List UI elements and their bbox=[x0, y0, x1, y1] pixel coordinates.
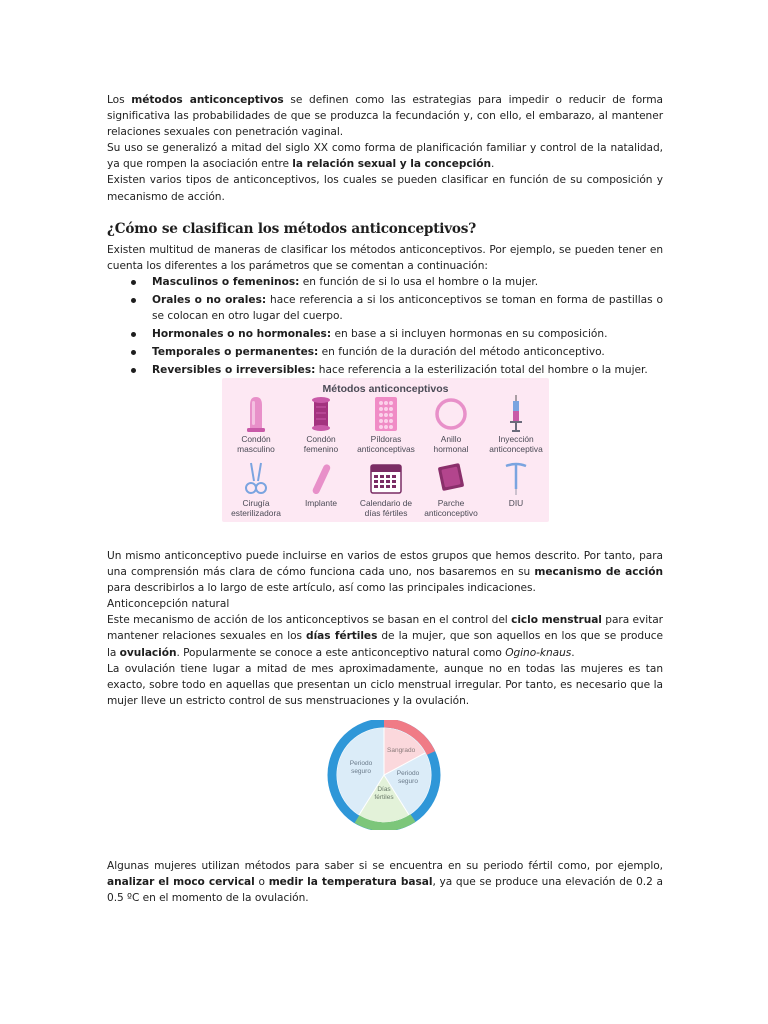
pills-icon bbox=[371, 395, 401, 433]
method-patch: Parche anticonceptivo bbox=[418, 461, 484, 518]
section2-paragraph-2: Este mecanismo de acción de los anticonceptivos se basan en el control del ciclo menstrual para evitar mantener relaciones sexuales en los días fértiles de la mujer, que son aquellos en los que se produce la ovulación. Popularmente se conoce a este anticonceptivo natural como Ogino-knaus. bbox=[107, 614, 663, 659]
section-natural bbox=[107, 548, 663, 709]
method-pills: Píldoras anticonceptivas bbox=[353, 395, 419, 454]
method-calendar: Calendario de días fértiles bbox=[353, 461, 419, 518]
cycle-wheel bbox=[321, 720, 447, 830]
menstrual-cycle-figure bbox=[321, 720, 447, 830]
patch-icon bbox=[434, 461, 468, 497]
section2-paragraph-3: La ovulación tiene lugar a mitad de mes aproximadamente, aunque no en todas las mujeres es tan exacto, sobre todo en aquellas que presentan un ciclo menstrual irregular. Por tanto, es necesario que la mujer lleve un estricto control de sus menstruaciones y la ovulación. bbox=[107, 662, 663, 707]
surgery-icon bbox=[241, 461, 271, 497]
list-item: Temporales o permanentes: en función de la duración del método anticonceptivo. bbox=[107, 344, 663, 360]
section-heading: ¿Cómo se clasifican los métodos anticonceptivos? bbox=[107, 220, 477, 237]
method-iud: DIU bbox=[483, 461, 549, 508]
male-condom-icon bbox=[241, 395, 271, 433]
document-body bbox=[107, 92, 663, 380]
section2-paragraph-1: Un mismo anticonceptivo puede incluirse en varios de estos grupos que hemos descrito. Por tanto, para una comprensión más clara de cómo funciona cada uno, nos basaremos en su mecanismo de acción para describirlos a lo largo de este artículo, así como las principales indicaciones. bbox=[107, 550, 663, 595]
ring-icon bbox=[434, 395, 468, 433]
list-item: Masculinos o femeninos: en función de si lo usa el hombre o la mujer. bbox=[107, 274, 663, 290]
calendar-icon bbox=[368, 461, 404, 497]
female-condom-icon bbox=[306, 395, 336, 433]
list-item: Orales o no orales: hace referencia a si los anticonceptivos se toman en forma de pastillas o se colocan en otro lugar del cuerpo. bbox=[107, 292, 663, 324]
section3-paragraph: Algunas mujeres utilizan métodos para saber si se encuentra en su periodo fértil como, por ejemplo, analizar el moco cervical o medir la temperatura basal, ya que se produce una elevación de 0.2 a 0.5 ºC en el momento de la ovulación. bbox=[107, 860, 663, 905]
label-fertile: Días fértiles bbox=[374, 786, 394, 801]
implant-icon bbox=[306, 461, 336, 497]
list-item: Reversibles o irreversibles: hace referencia a la esterilización total del hombre o la mujer. bbox=[107, 362, 663, 378]
method-male-condom: Condón masculino bbox=[223, 395, 289, 454]
list-item: Hormonales o no hormonales: en base a si incluyen hormonas en su composición. bbox=[107, 326, 663, 342]
iud-icon bbox=[501, 461, 531, 497]
section1-paragraph: Existen multitud de maneras de clasificar los métodos anticonceptivos. Por ejemplo, se pueden tener en cuenta los diferentes a los parámetros que se comentan a continuación: bbox=[107, 243, 663, 272]
figure-title: Métodos anticonceptivos bbox=[322, 383, 449, 395]
intro-paragraph-2: Su uso se generalizó a mitad del siglo XX como forma de planificación familiar y control de la natalidad, ya que rompen la asociación entre la relación sexual y la concepción. bbox=[107, 142, 663, 171]
intro-paragraph-1: Los métodos anticonceptivos se definen como las estrategias para impedir o reducir de forma significativa las probabilidades de que se produzca la fecundación y, con ello, el embarazo, al mantener relaciones sexuales con penetración vaginal. bbox=[107, 94, 663, 139]
classification-list bbox=[107, 274, 663, 379]
label-bleeding: Sangrado bbox=[387, 747, 416, 754]
intro-paragraph-3: Existen varios tipos de anticonceptivos, los cuales se pueden clasificar en función de su composición y mecanismo de acción. bbox=[107, 174, 663, 203]
method-implant: Implante bbox=[288, 461, 354, 508]
section-methods-detection bbox=[107, 858, 663, 906]
syringe-icon bbox=[501, 395, 531, 433]
label-safe-1: Periodo seguro bbox=[349, 760, 373, 775]
method-ring: Anillo hormonal bbox=[418, 395, 484, 454]
method-surgery: Cirugía esterilizadora bbox=[223, 461, 289, 518]
contraceptive-methods-figure bbox=[222, 378, 549, 522]
method-syringe: Inyección anticonceptiva bbox=[483, 395, 549, 454]
method-female-condom: Condón femenino bbox=[288, 395, 354, 454]
label-safe-2: Periodo seguro bbox=[396, 770, 420, 785]
subheading-natural: Anticoncepción natural bbox=[107, 598, 230, 611]
